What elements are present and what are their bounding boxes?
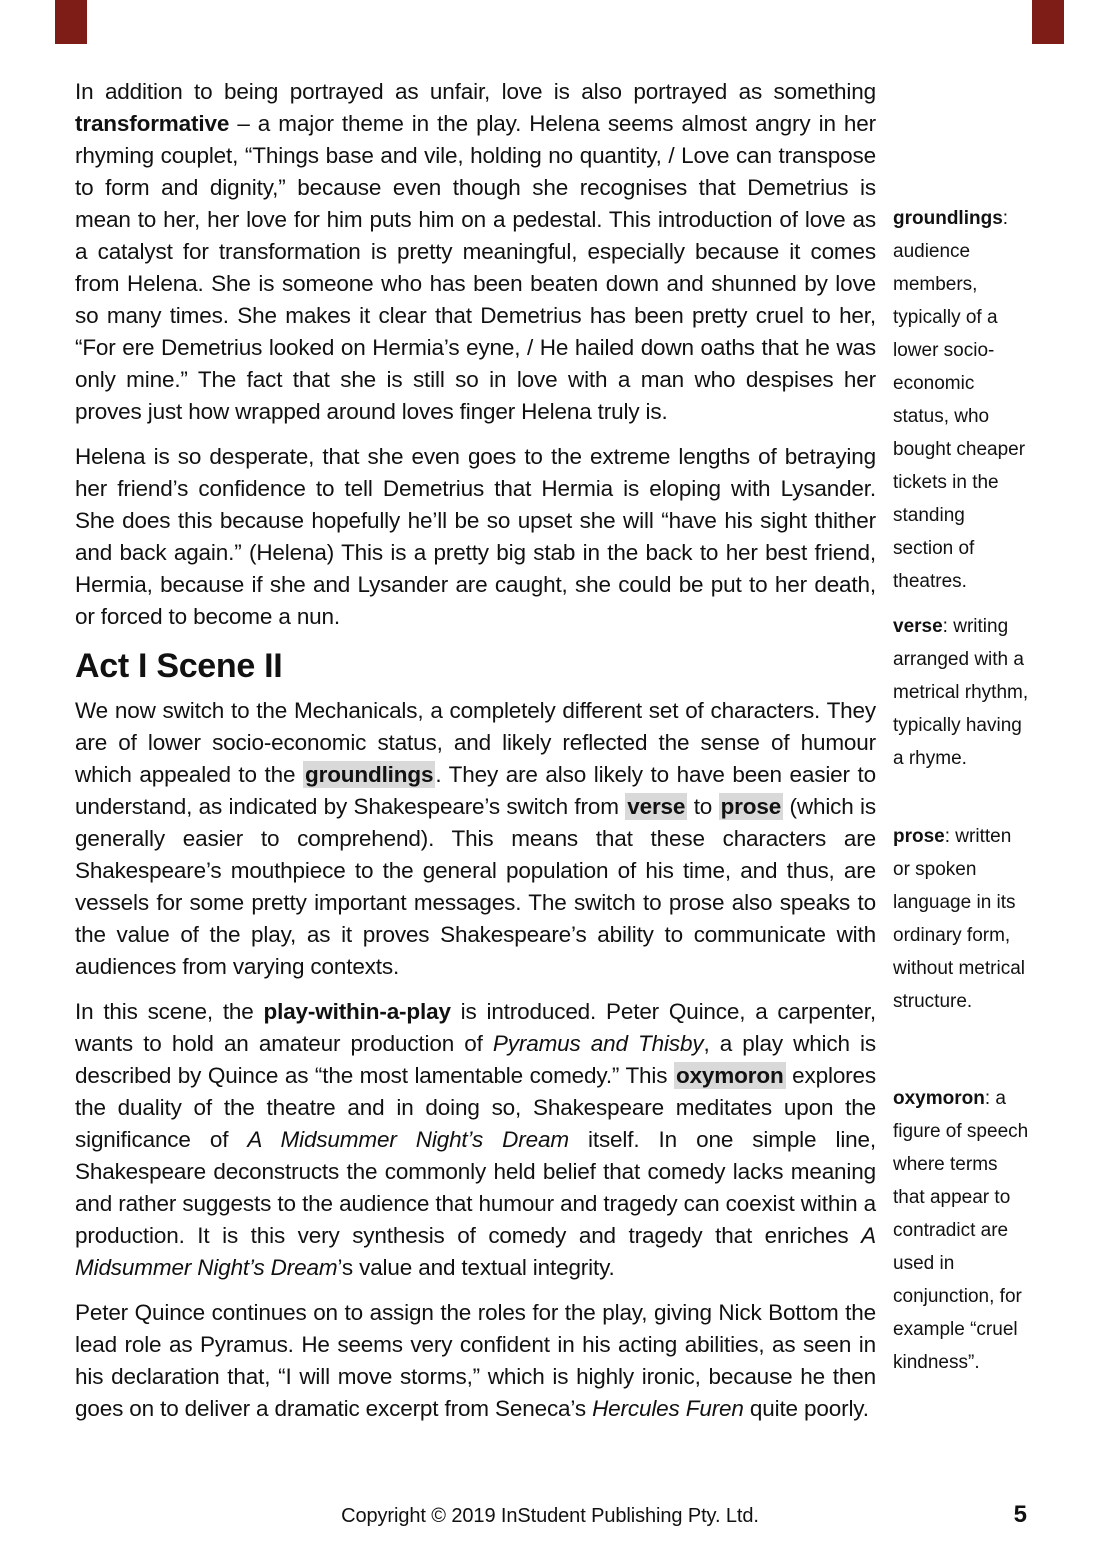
paragraph bbox=[75, 441, 876, 633]
paragraph bbox=[75, 76, 876, 428]
page-number: 5 bbox=[1013, 1501, 1027, 1528]
paragraph bbox=[75, 695, 876, 983]
text-segment: In this scene, the bbox=[75, 999, 264, 1024]
footer-copyright: Copyright © 2019 InStudent Publishing Pty. Ltd. bbox=[341, 1505, 759, 1527]
text-segment: transformative bbox=[75, 111, 230, 136]
margin-note-groundlings bbox=[893, 202, 1029, 598]
margin-note-oxymoron bbox=[893, 1082, 1029, 1379]
text-segment: – a major theme in the play. Helena seems almost angry in her rhyming couplet, “Things base and vile, holding no quantity, / Love can transpose to form and dignity,” because even though she recognises that Demetrius is mean to her, her love for him puts him on a pedestal. This introduction of love as a catalyst for transformation is pretty meaningful, especially because it comes from Helena. She is someone who has been beaten down and shunned by love so many times. She makes it clear that Demetrius has been pretty cruel to her, “For ere Demetrius looked on Hermia’s eyne, / He hailed down oaths that he was only mine.” The fact that she is still so in love with a man who despises her proves just how wrapped around loves finger Helena truly is. bbox=[75, 111, 876, 424]
text-segment: Peter Quince continues on to assign the roles for the play, giving Nick Bottom the lead role as Pyramus. He seems very confident in his acting abilities, as seen in his declaration that, “I will move storms,” which is highly ironic, because he then goes on to deliver a dramatic excerpt from Seneca’s bbox=[75, 1300, 876, 1421]
paragraph bbox=[75, 1297, 876, 1425]
text-segment: A Midsummer Night’s Dream bbox=[75, 1223, 876, 1280]
text-segment: ’s value and textual integrity. bbox=[337, 1255, 615, 1280]
text-segment: is introduced. Peter Quince, a carpenter, wants to hold an amateur production of bbox=[75, 999, 876, 1056]
text-segment: , a play which is described by Quince as “the most lamentable comedy.” This bbox=[75, 1031, 876, 1088]
margin-note-term: verse bbox=[893, 616, 943, 637]
corner-mark-right bbox=[1032, 0, 1064, 44]
text-segment: We now switch to the Mechanicals, a completely different set of characters. They are of lower socio-economic status, and likely reflected the sense of humour which appealed to the bbox=[75, 698, 876, 787]
margin-note-definition: : written or spoken language in its ordinary form, without metrical structure. bbox=[893, 826, 1025, 1012]
margin-note-definition: : audience members, typically of a lower socio-economic status, who bought cheaper tickets in the standing section of theatres. bbox=[893, 208, 1026, 592]
text-segment: quite poorly. bbox=[743, 1396, 869, 1421]
highlighted-term: oxymoron bbox=[675, 1063, 784, 1088]
text-segment: In addition to being portrayed as unfair, love is also portrayed as something bbox=[75, 79, 876, 104]
text-segment: to bbox=[687, 794, 719, 819]
text-segment: A Midsummer Night’s Dream bbox=[247, 1127, 569, 1152]
corner-mark-left bbox=[55, 0, 87, 44]
text-segment: explores the duality of the theatre and in doing so, Shakespeare meditates upon the significance of bbox=[75, 1063, 876, 1152]
margin-note-term: prose bbox=[893, 826, 945, 847]
text-segment: itself. In one simple line, Shakespeare deconstructs the commonly held belief that comedy lacks meaning and rather suggests to the audience that humour and tragedy can coexist within a production. It is this very synthesis of comedy and tragedy that enriches bbox=[75, 1127, 876, 1248]
paragraph bbox=[75, 996, 876, 1284]
text-segment: Pyramus and Thisby bbox=[492, 1031, 704, 1056]
margin-notes bbox=[893, 0, 1033, 1560]
text-segment: play-within-a-play bbox=[263, 999, 451, 1024]
highlighted-term: groundlings bbox=[305, 762, 434, 787]
text-segment: Helena is so desperate, that she even goes to the extreme lengths of betraying her friend’s confidence to tell Demetrius that Hermia is eloping with Lysander. She does this because hopefully he’ll be so upset she will “have his sight thither and back again.” (Helena) This is a pretty big stab in the back to her best friend, Hermia, because if she and Lysander are caught, she could be put to her death, or forced to become a nun. bbox=[75, 444, 876, 629]
text-segment: Hercules Furen bbox=[592, 1396, 744, 1421]
text-segment: (which is generally easier to comprehend). This means that these characters are Shakespeare’s mouthpiece to the general population of his time, and thus, are vessels for some pretty important messages. The switch to prose also speaks to the value of the play, as it proves Shakespeare’s ability to communicate with audiences from varying contexts. bbox=[75, 794, 876, 979]
margin-note-definition: : writing arranged with a metrical rhythm, typically having a rhyme. bbox=[893, 616, 1029, 769]
margin-note-prose bbox=[893, 820, 1029, 1018]
section-heading: Act I Scene II bbox=[75, 647, 283, 685]
margin-note-term: groundlings bbox=[893, 208, 1003, 229]
margin-note-term: oxymoron bbox=[893, 1088, 985, 1109]
main-column bbox=[75, 76, 876, 1438]
margin-note-verse bbox=[893, 610, 1029, 775]
margin-note-definition: : a figure of speech where terms that appear to contradict are used in conjunction, for example “cruel kindness”. bbox=[893, 1088, 1029, 1373]
text-segment: . They are also likely to have been easier to understand, as indicated by Shakespeare’s switch from bbox=[75, 762, 876, 819]
highlighted-term: verse bbox=[627, 794, 686, 819]
highlighted-term: prose bbox=[720, 794, 782, 819]
